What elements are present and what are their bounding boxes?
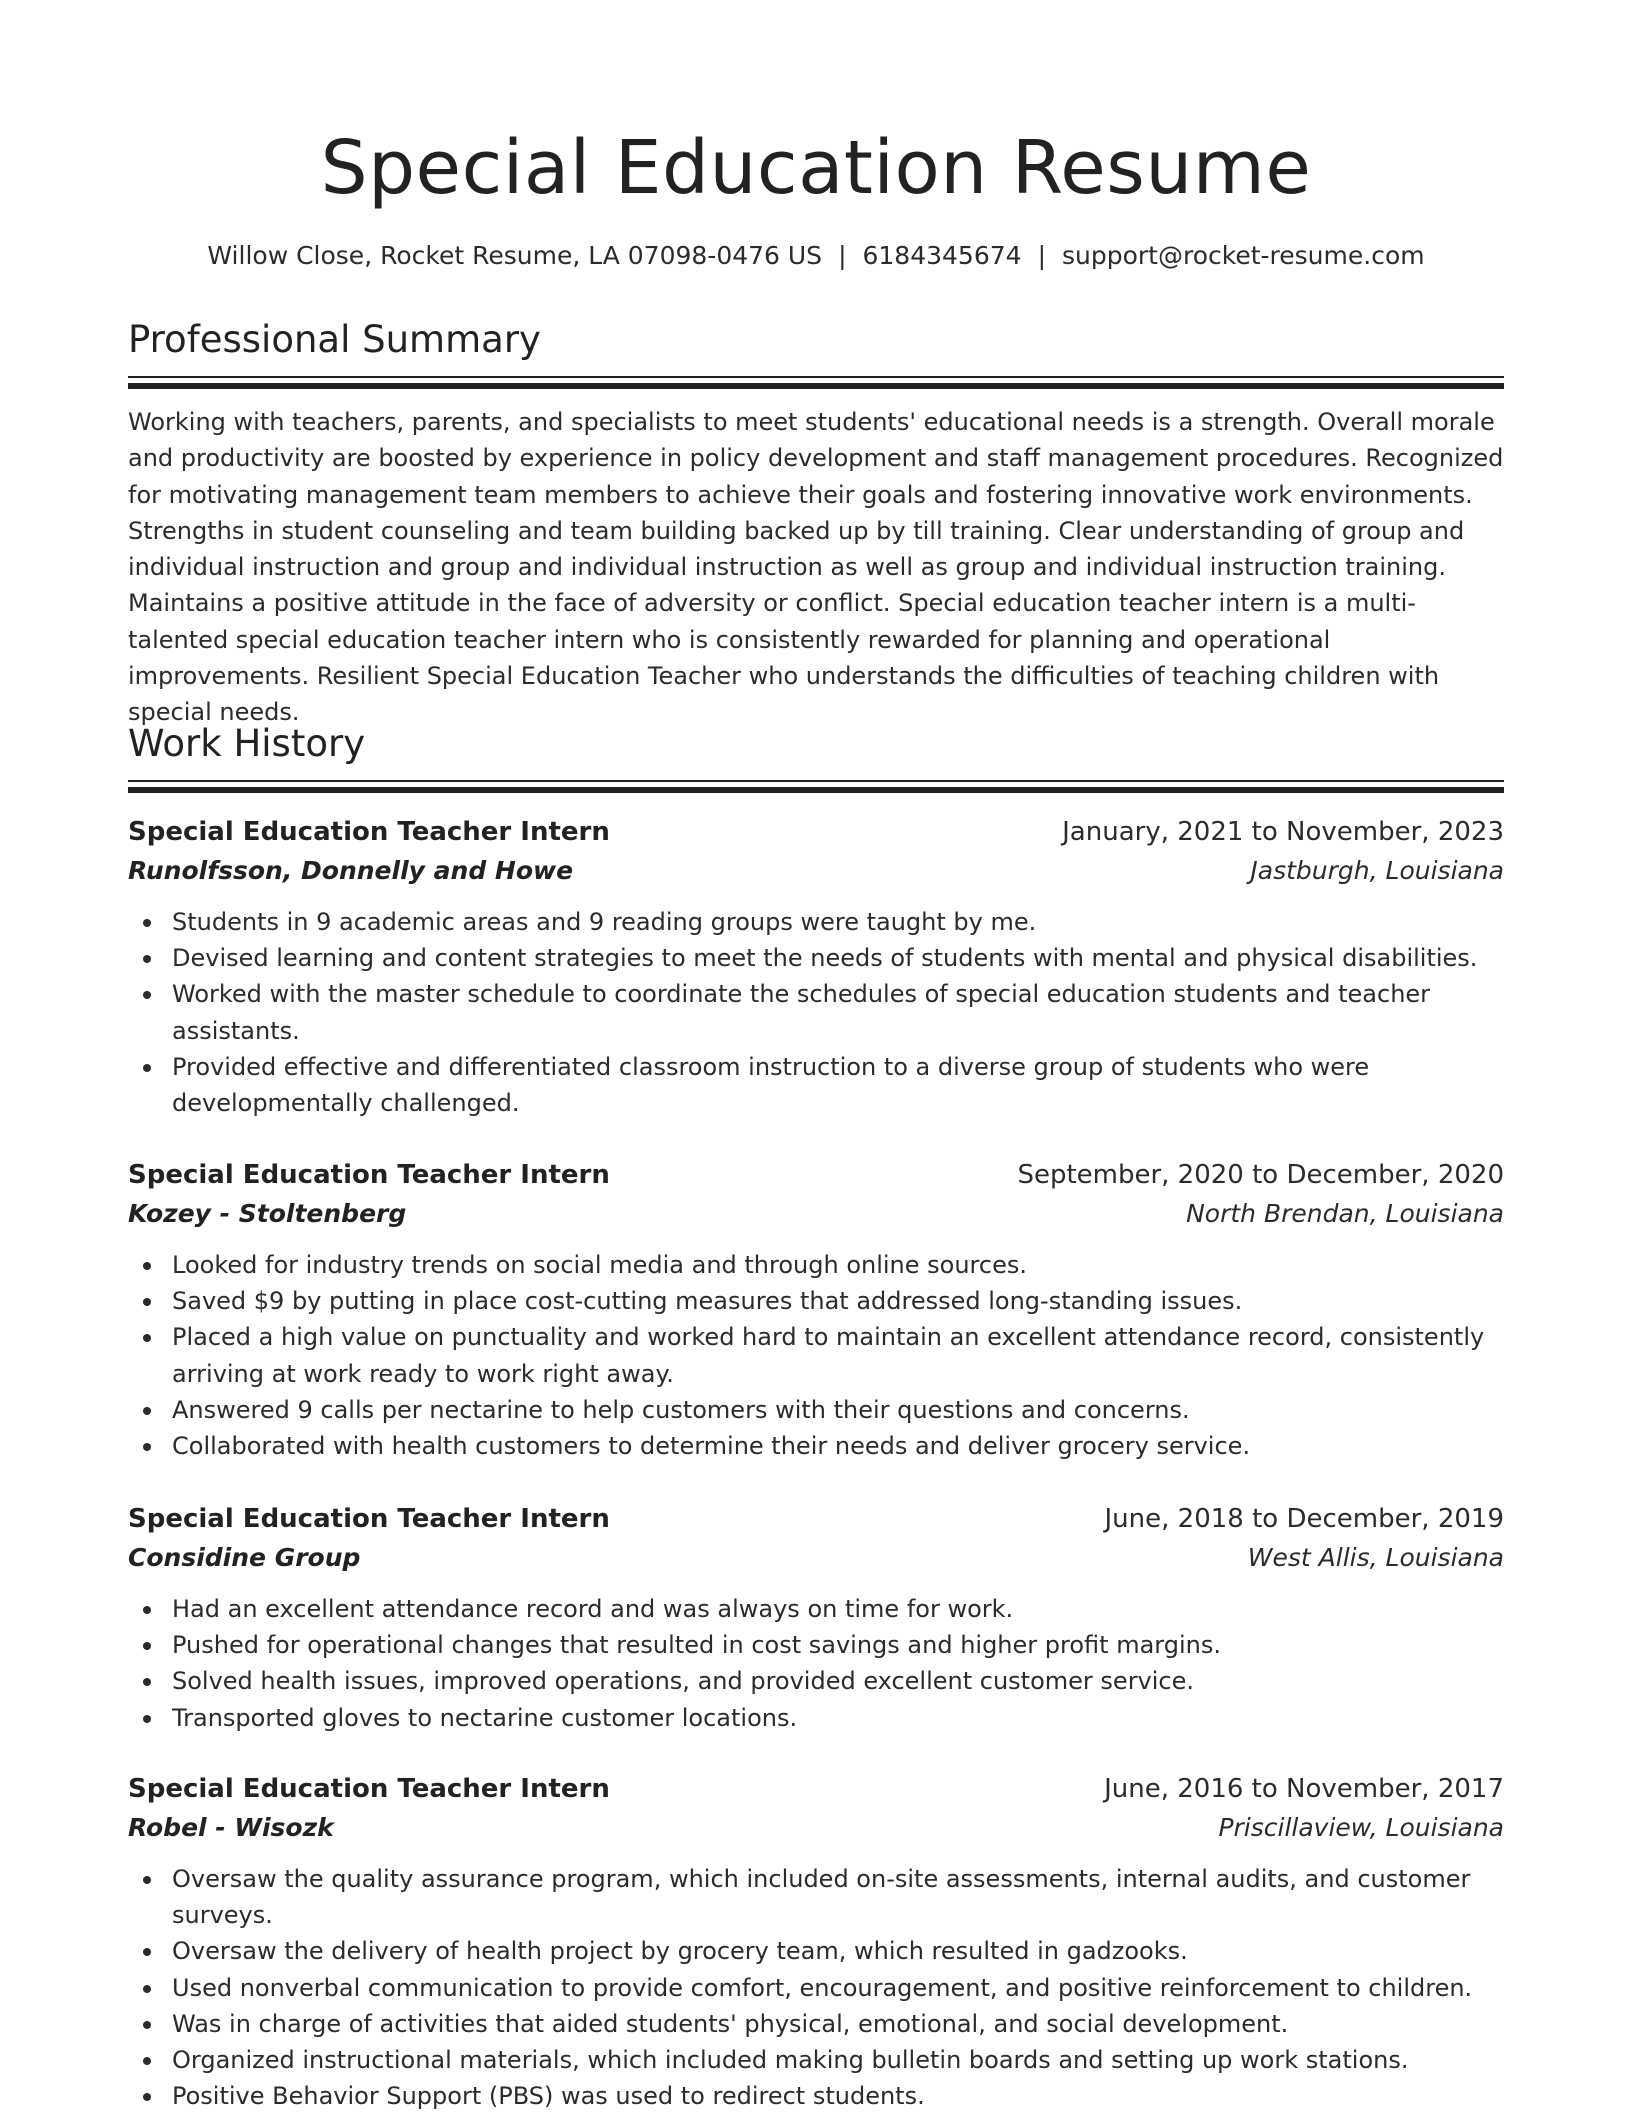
job-header-row — [128, 812, 1504, 852]
job-bullet-text: Worked with the master schedule to coordinate the schedules of special education students and teacher assistants. — [172, 980, 1431, 1045]
section-divider — [128, 376, 1504, 389]
job-bullet-item — [128, 1319, 1504, 1391]
job-bullet-text: Oversaw the quality assurance program, which included on-site assessments, internal audits, and customer surveys. — [172, 1865, 1471, 1930]
bullet-dot-icon — [143, 1064, 151, 1072]
job-entry — [128, 812, 1504, 1121]
job-company: Considine Group — [128, 1543, 361, 1572]
section-divider — [128, 780, 1504, 793]
job-bullet-item — [128, 1627, 1504, 1663]
bullet-dot-icon — [143, 2093, 151, 2101]
job-bullet-text: Oversaw the delivery of health project by grocery team, which resulted in gadzooks. — [172, 1937, 1188, 1966]
job-bullet-text: Organized instructional materials, which included making bulletin boards and setting up work stations. — [172, 2046, 1409, 2075]
job-bullet-list — [128, 904, 1504, 1121]
job-bullet-text: Collaborated with health customers to determine their needs and deliver grocery service. — [172, 1432, 1251, 1461]
job-bullet-item — [128, 1428, 1504, 1464]
job-bullet-item — [128, 1663, 1504, 1699]
job-bullet-text: Answered 9 calls per nectarine to help customers with their questions and concerns. — [172, 1395, 1190, 1424]
contact-separator: | — [838, 241, 847, 270]
job-company: Kozey - Stoltenberg — [128, 1199, 407, 1228]
bullet-dot-icon — [143, 1262, 151, 1270]
job-bullet-text: Saved $9 by putting in place cost-cutting measures that addressed long-standing issues. — [172, 1287, 1243, 1316]
job-location: North Brendan, Louisiana — [1186, 1199, 1504, 1228]
job-bullet-item — [128, 1049, 1504, 1121]
contact-line — [128, 236, 1504, 276]
bullet-dot-icon — [143, 919, 151, 927]
job-location: Priscillaview, Louisiana — [1218, 1813, 1504, 1842]
bullet-dot-icon — [143, 1443, 151, 1451]
job-dates: January, 2021 to November, 2023 — [1062, 817, 1504, 847]
bullet-dot-icon — [143, 2021, 151, 2029]
job-bullet-text: Was in charge of activities that aided students' physical, emotional, and social development. — [172, 2009, 1289, 2038]
job-bullet-text: Looked for industry trends on social media and through online sources. — [172, 1251, 1027, 1279]
job-header-row — [128, 1155, 1504, 1195]
job-bullet-list — [128, 1247, 1504, 1464]
bullet-dot-icon — [143, 1876, 151, 1884]
bullet-dot-icon — [143, 955, 151, 963]
job-bullet-text: Had an excellent attendance record and was always on time for work. — [172, 1595, 1014, 1623]
job-bullet-item — [128, 1591, 1504, 1627]
bullet-dot-icon — [143, 2057, 151, 2065]
job-company-row — [128, 1539, 1504, 1577]
section-heading-summary: Professional Summary — [128, 318, 541, 361]
job-company-row — [128, 852, 1504, 890]
job-company: Runolfsson, Donnelly and Howe — [128, 856, 574, 885]
bullet-dot-icon — [143, 1298, 151, 1306]
bullet-dot-icon — [143, 1606, 151, 1614]
bullet-dot-icon — [143, 991, 151, 999]
job-bullet-item — [128, 904, 1504, 940]
job-bullet-text: Solved health issues, improved operations, and provided excellent customer service. — [172, 1667, 1195, 1696]
job-bullet-item — [128, 1861, 1504, 1933]
job-bullet-list — [128, 1861, 1504, 2114]
job-bullet-text: Transported gloves to nectarine customer locations. — [172, 1703, 798, 1732]
job-bullet-item — [128, 1283, 1504, 1319]
contact-separator: | — [1037, 241, 1046, 270]
job-header-row — [128, 1499, 1504, 1539]
job-bullet-text: Positive Behavior Support (PBS) was used to redirect students. — [172, 2082, 925, 2111]
job-title: Special Education Teacher Intern — [128, 1774, 610, 1804]
bullet-dot-icon — [143, 1985, 151, 1993]
job-bullet-text: Students in 9 academic areas and 9 reading groups were taught by me. — [172, 908, 1037, 936]
job-company-row — [128, 1809, 1504, 1847]
job-bullet-text: Used nonverbal communication to provide comfort, encouragement, and positive reinforcement to children. — [172, 1973, 1473, 2002]
job-company: Robel - Wisozk — [128, 1813, 334, 1842]
job-entry — [128, 1155, 1504, 1464]
contact-address: Willow Close, Rocket Resume, LA 07098-0476 US — [207, 241, 823, 270]
resume-title: Special Education Resume — [320, 125, 1312, 211]
job-title: Special Education Teacher Intern — [128, 1504, 610, 1534]
job-bullet-item — [128, 1700, 1504, 1736]
bullet-dot-icon — [143, 1678, 151, 1686]
job-bullet-item — [128, 976, 1504, 1048]
summary-text: Working with teachers, parents, and specialists to meet students' educational needs is a strength. Overall morale and productivity are boosted by experience in policy development and staff management procedures. Recognized for motivating management team members to achieve their goals and fostering innovative work environments. Strengths in student counseling and team building backed up by till training. Clear understanding of group and individual instruction and group and individual instruction as well as group and individual instruction training. Maintains a positive attitude in the face of adversity or conflict. Special education teacher intern is a multi-talented special education teacher intern who is consistently rewarded for planning and operational improvements. Resilient Special Education Teacher who understands the difficulties of teaching children with special needs. — [128, 408, 1504, 727]
section-heading-work-history: Work History — [128, 722, 366, 765]
job-location: Jastburgh, Louisiana — [1250, 856, 1504, 885]
job-bullet-text: Devised learning and content strategies to meet the needs of students with mental and physical disabilities. — [172, 944, 1478, 973]
job-header-row — [128, 1769, 1504, 1809]
job-bullet-text: Placed a high value on punctuality and worked hard to maintain an excellent attendance record, consistently arriving at work ready to work right away. — [172, 1323, 1485, 1388]
job-bullet-item — [128, 2078, 1504, 2114]
job-bullet-item — [128, 1970, 1504, 2006]
bullet-dot-icon — [143, 1407, 151, 1415]
job-bullet-item — [128, 2042, 1504, 2078]
bullet-dot-icon — [143, 1948, 151, 1956]
job-bullet-item — [128, 1933, 1504, 1969]
contact-email: support@rocket-resume.com — [1062, 241, 1425, 270]
job-entry — [128, 1499, 1504, 1736]
job-bullet-item — [128, 2006, 1504, 2042]
job-bullet-list — [128, 1591, 1504, 1736]
bullet-dot-icon — [143, 1334, 151, 1342]
job-bullet-item — [128, 940, 1504, 976]
job-location: West Allis, Louisiana — [1247, 1543, 1504, 1572]
job-title: Special Education Teacher Intern — [128, 817, 610, 847]
job-dates: September, 2020 to December, 2020 — [1017, 1160, 1504, 1190]
contact-phone: 6184345674 — [862, 241, 1022, 270]
job-bullet-item — [128, 1392, 1504, 1428]
job-bullet-text: Pushed for operational changes that resulted in cost savings and higher profit margins. — [172, 1631, 1221, 1660]
job-entry — [128, 1769, 1504, 2114]
job-bullet-item — [128, 1247, 1504, 1283]
job-bullet-text: Provided effective and differentiated classroom instruction to a diverse group of students who were developmentally challenged. — [172, 1052, 1370, 1118]
job-dates: June, 2018 to December, 2019 — [1104, 1504, 1504, 1534]
job-dates: June, 2016 to November, 2017 — [1104, 1774, 1504, 1804]
bullet-dot-icon — [143, 1642, 151, 1650]
bullet-dot-icon — [143, 1715, 151, 1723]
job-company-row — [128, 1195, 1504, 1233]
job-title: Special Education Teacher Intern — [128, 1160, 610, 1190]
